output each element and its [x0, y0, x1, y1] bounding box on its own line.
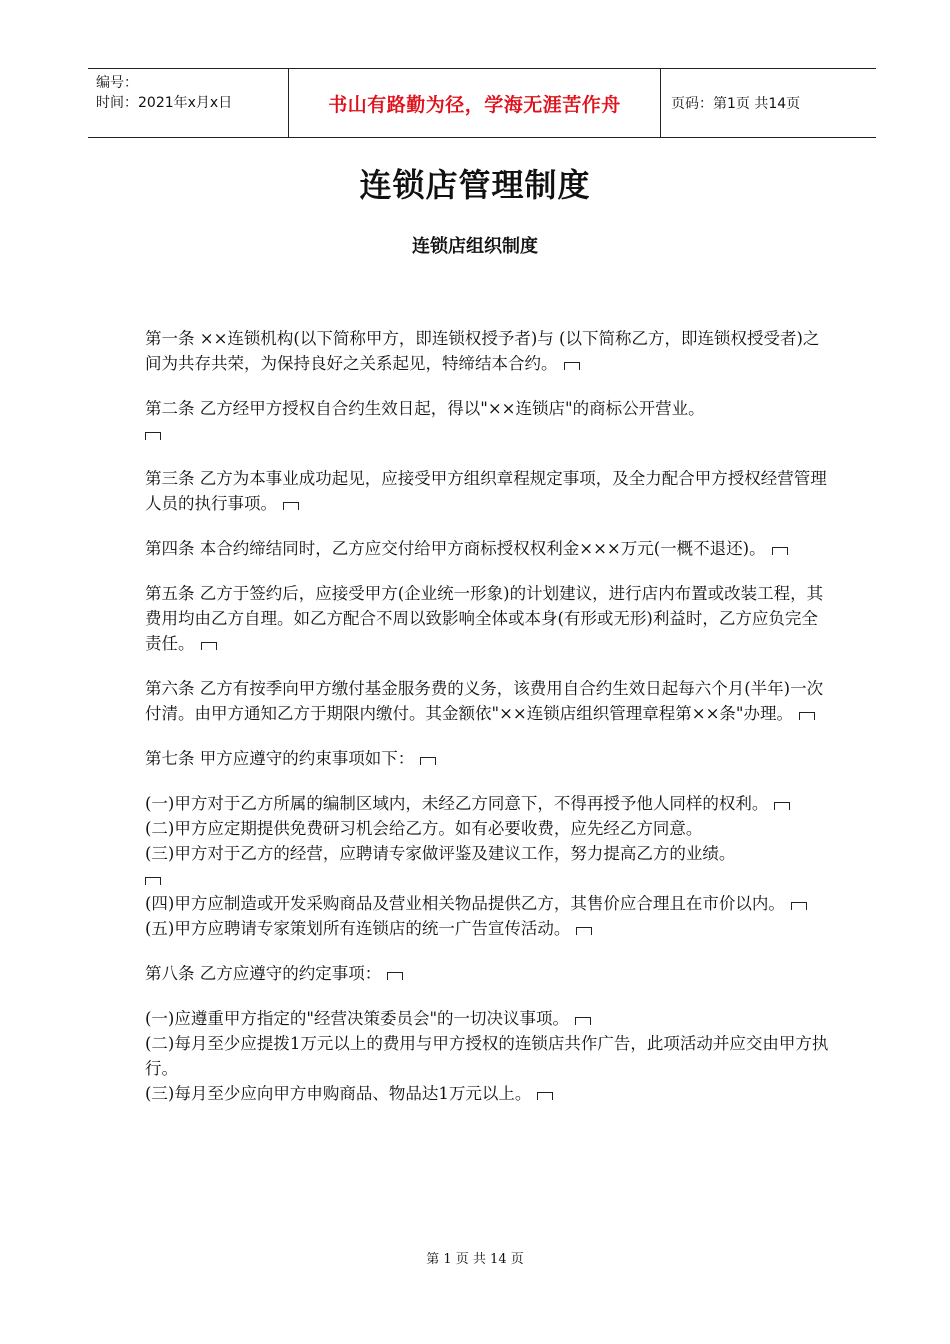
article-4 — [145, 536, 830, 561]
list-item-text: (一)甲方对于乙方所属的编制区域内，未经乙方同意下，不得再授予他人同样的权利。 — [145, 794, 769, 813]
header-meta — [88, 69, 288, 137]
list-item-text: (一)应遵重甲方指定的"经营决策委员会"的一切决议事项。 — [145, 1009, 570, 1028]
paragraph-mark-icon — [774, 802, 790, 810]
article-5 — [145, 581, 830, 656]
list-item-text: (二)每月至少应提拨1万元以上的费用与甲方授权的连锁店共作广告，此项活动并应交由甲方执行。 — [145, 1034, 829, 1078]
paragraph-mark-icon — [575, 1017, 591, 1025]
list-item — [145, 816, 830, 841]
list-item-text: (三)甲方对于乙方的经营，应聘请专家做评鉴及建议工作，努力提高乙方的业绩。 — [145, 844, 736, 863]
article-6-text: 第六条 乙方有按季向甲方缴付基金服务费的义务，该费用自合约生效日起每六个月(半年)一次付清。由甲方通知乙方于期限内缴付。其金额依"××连锁店组织管理章程第××条"办理。 — [145, 679, 824, 723]
article-5-text: 第五条 乙方于签约后，应接受甲方(企业统一形象)的计划建议，进行店内布置或改装工程，其费用均由乙方自理。如乙方配合不周以致影响全体或本身(有形或无形)利益时，乙方应负完全责任。 — [145, 584, 824, 653]
paragraph-mark-icon — [420, 757, 436, 765]
paragraph-mark-icon — [772, 547, 788, 555]
document-number-label: 编号： — [96, 75, 138, 91]
list-item-text: (三)每月至少应向甲方申购商品、物品达1万元以上。 — [145, 1084, 532, 1103]
list-item — [145, 1081, 830, 1106]
article-1 — [145, 326, 830, 376]
article-1-text: 第一条 ××连锁机构(以下简称甲方，即连锁权授予者)与 (以下简称乙方，即连锁权授受者)之间为共存共荣，为保持良好之关系起见，特缔结本合约。 — [145, 329, 820, 373]
list-item — [145, 916, 830, 941]
article-8 — [145, 961, 830, 986]
page-header — [88, 68, 876, 138]
document-title: 连锁店管理制度 — [359, 166, 591, 204]
article-2 — [145, 396, 830, 446]
list-item — [145, 1006, 830, 1031]
paragraph-mark-icon — [564, 362, 580, 370]
list-item — [145, 841, 830, 891]
article-7-items — [145, 791, 830, 941]
list-item-text: (五)甲方应聘请专家策划所有连锁店的统一广告宣传活动。 — [145, 919, 571, 938]
paragraph-mark-icon — [799, 712, 815, 720]
list-item — [145, 791, 830, 816]
header-motto: 书山有路勤为径，学海无涯苦作舟 — [288, 69, 661, 137]
paragraph-mark-icon — [576, 927, 592, 935]
paragraph-mark-icon — [283, 502, 299, 510]
document-subtitle: 连锁店组织制度 — [412, 236, 538, 257]
list-item — [145, 1031, 830, 1081]
paragraph-mark-icon — [537, 1092, 553, 1100]
article-3 — [145, 466, 830, 516]
header-page-info: 页码：第1页 共14页 — [671, 96, 801, 112]
paragraph-mark-icon — [201, 642, 217, 650]
article-8-text: 第八条 乙方应遵守的约定事项： — [145, 964, 382, 983]
article-8-items — [145, 1006, 830, 1106]
article-6 — [145, 676, 830, 726]
list-item-text: (二)甲方应定期提供免费研习机会给乙方。如有必要收费，应先经乙方同意。 — [145, 819, 703, 838]
article-2-text: 第二条 乙方经甲方授权自合约生效日起，得以"××连锁店"的商标公开营业。 — [145, 399, 705, 418]
list-item-text: (四)甲方应制造或开发采购商品及营业相关物品提供乙方，其售价应合理且在市价以内。 — [145, 894, 785, 913]
list-item — [145, 891, 830, 916]
paragraph-mark-icon — [791, 902, 807, 910]
article-4-text: 第四条 本合约缔结同时，乙方应交付给甲方商标授权权利金×××万元(一概不退还)。 — [145, 539, 766, 558]
paragraph-mark-icon — [145, 432, 161, 440]
article-7 — [145, 746, 830, 771]
paragraph-mark-icon — [387, 972, 403, 980]
article-7-text: 第七条 甲方应遵守的约束事项如下： — [145, 749, 415, 768]
page-footer: 第 1 页 共 14 页 — [426, 1252, 524, 1267]
article-3-text: 第三条 乙方为本事业成功起见，应接受甲方组织章程规定事项，及全力配合甲方授权经营管理人员的执行事项。 — [145, 469, 827, 513]
paragraph-mark-icon — [145, 877, 161, 885]
document-time-label: 时间：2021年x月x日 — [96, 95, 233, 111]
document-body — [145, 326, 830, 1126]
